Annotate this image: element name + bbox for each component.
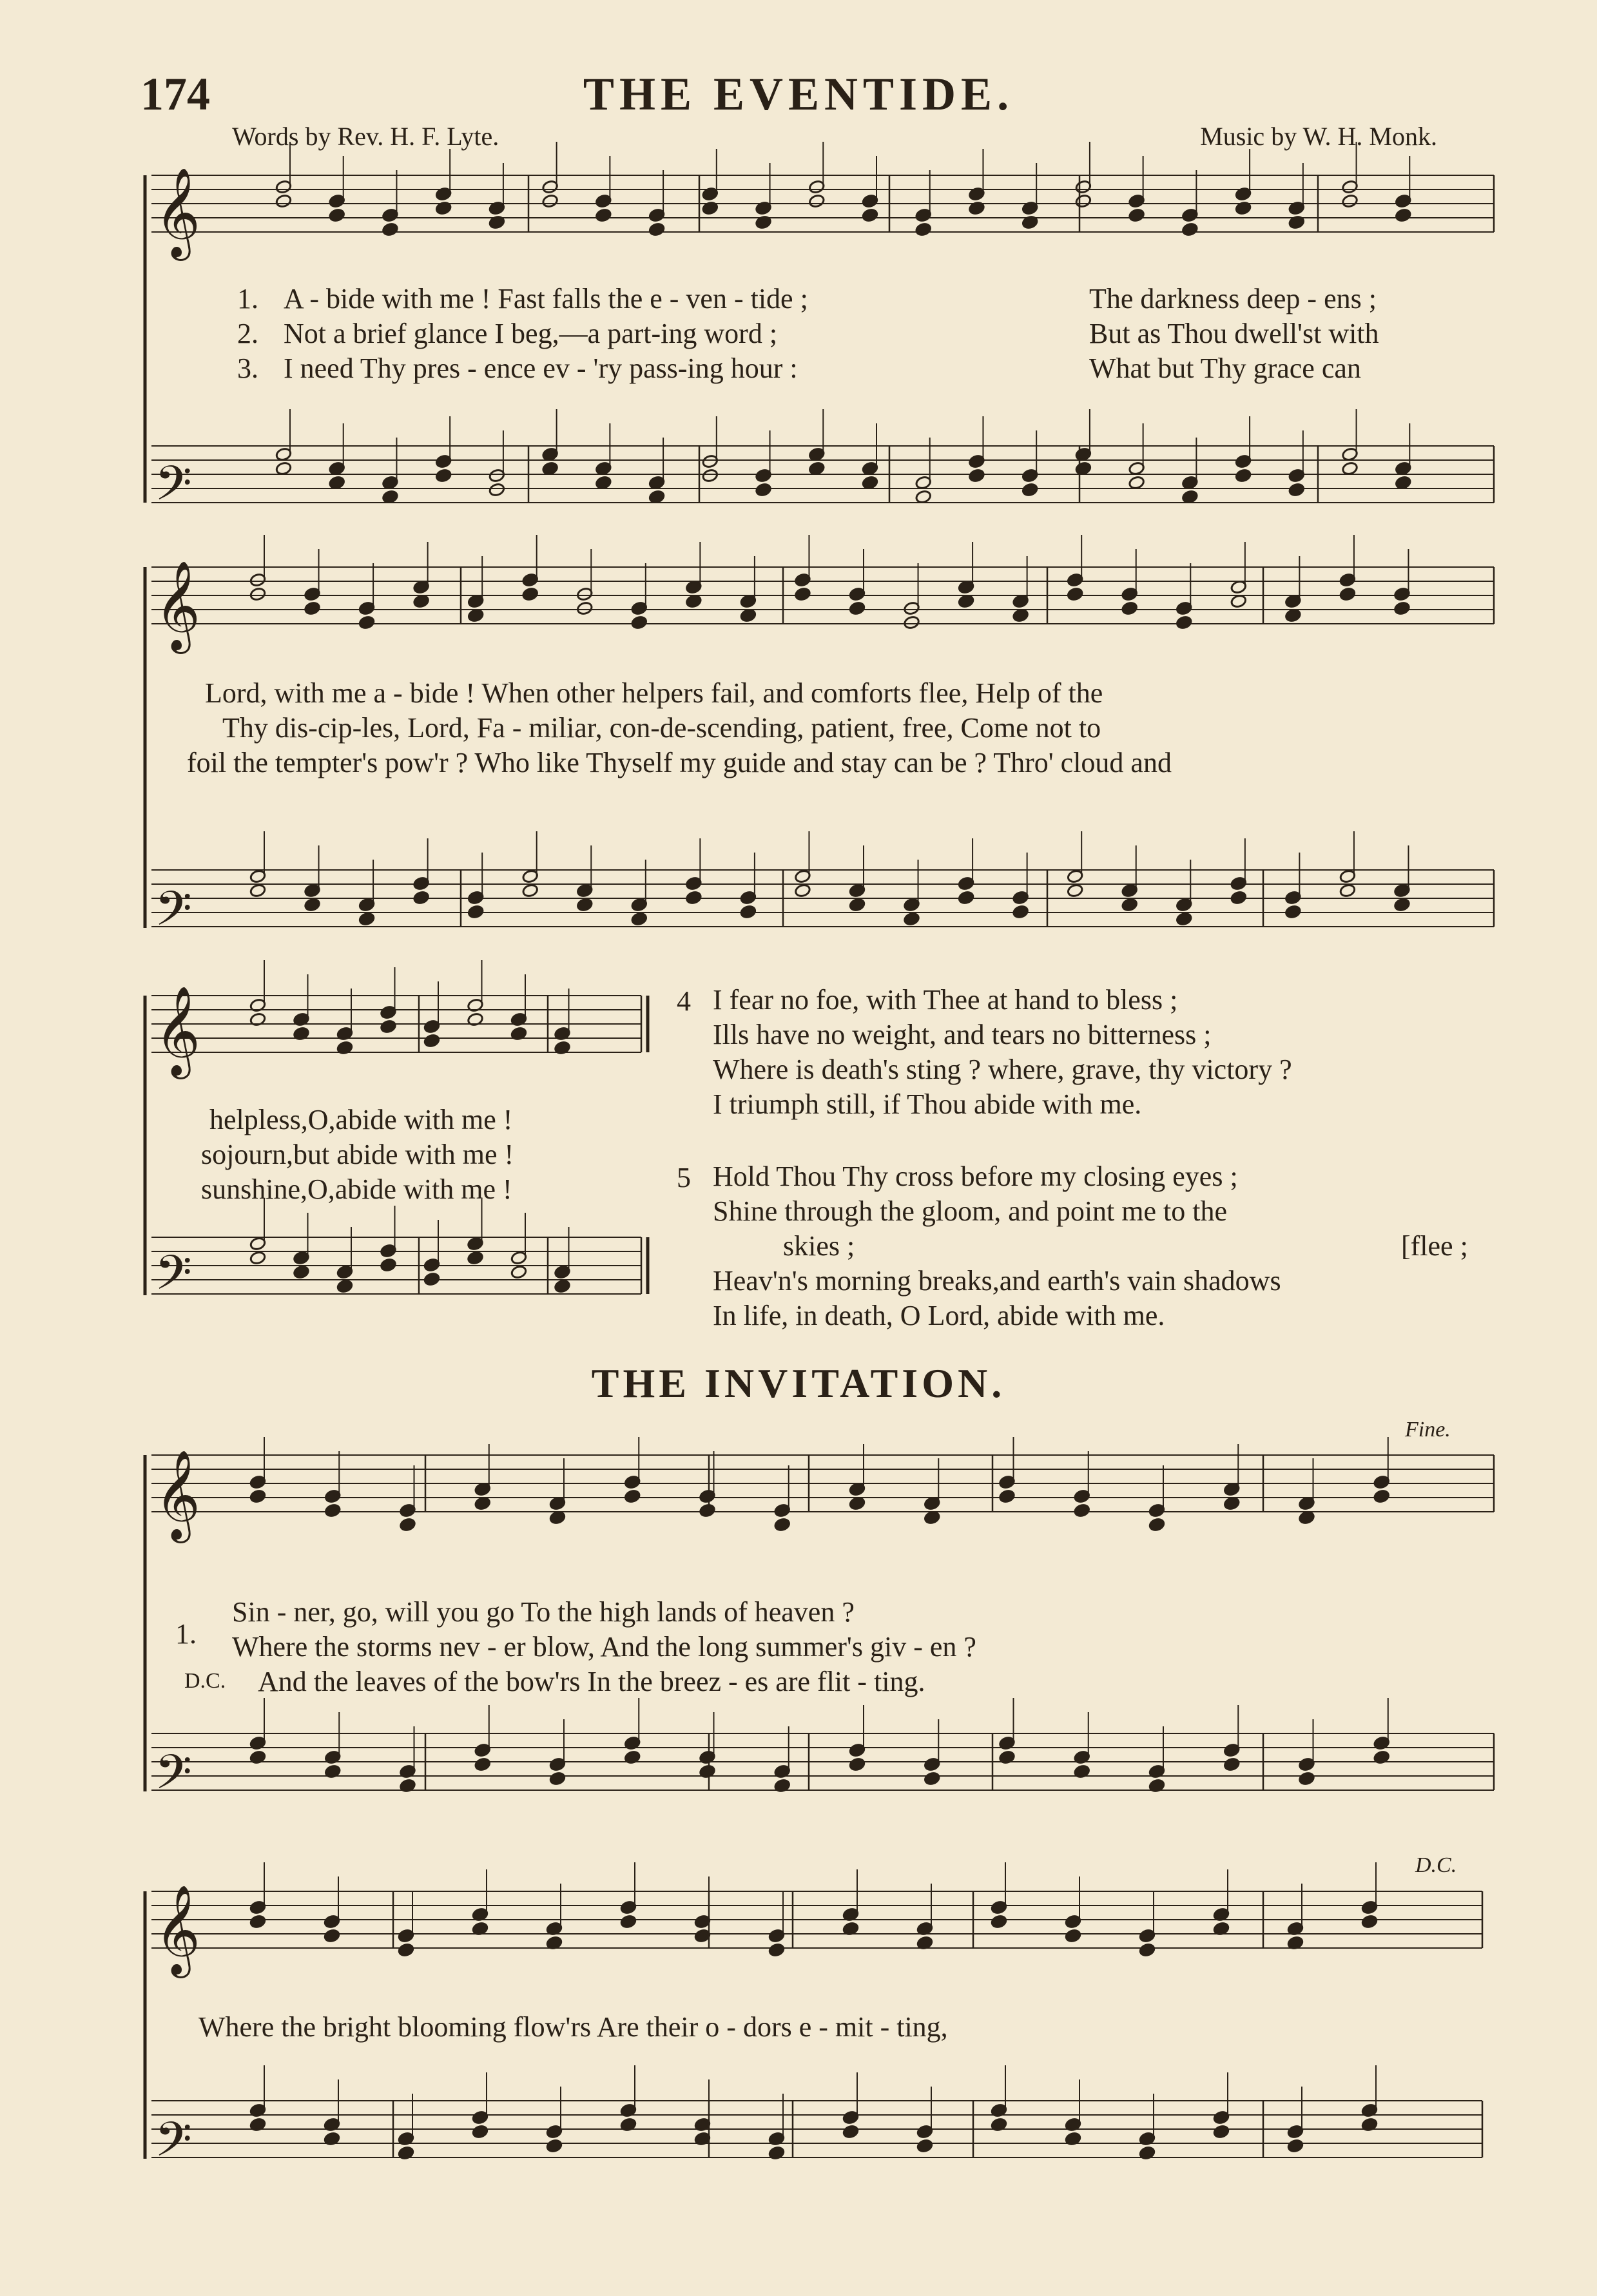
poem-line: In life, in death, O Lord, abide with me.	[713, 1300, 1165, 1331]
note-head	[549, 1771, 566, 1786]
note-head	[998, 1489, 1015, 1504]
note-head	[382, 490, 398, 505]
clef: 𝄢	[155, 1744, 192, 1812]
note-head	[1373, 1489, 1390, 1504]
note-head	[702, 468, 719, 483]
note-head	[398, 1943, 414, 1958]
verse-number: 3.	[237, 352, 258, 384]
note-head	[915, 222, 932, 237]
note-head	[1181, 490, 1198, 505]
note-head	[399, 1518, 416, 1532]
note-head	[329, 476, 345, 490]
note-head	[924, 1510, 940, 1525]
note-head	[358, 615, 375, 630]
note-head	[522, 883, 539, 898]
words-credit: Words by Rev. H. F. Lyte.	[232, 122, 499, 151]
note-head	[862, 208, 878, 223]
note-head	[1284, 905, 1301, 920]
note-head	[685, 891, 702, 905]
fine-mark: Fine.	[1405, 1418, 1451, 1442]
poem-line: skies ;	[783, 1230, 855, 1262]
note-head	[1339, 587, 1356, 602]
note-head	[467, 1251, 483, 1266]
note-head	[382, 222, 398, 237]
note-head	[1121, 898, 1138, 912]
note-head	[808, 461, 825, 476]
note-head	[1287, 2139, 1304, 2154]
note-head	[249, 1251, 266, 1266]
poem-line: I fear no foe, with Thee at hand to bless ;	[713, 984, 1178, 1016]
note-head	[1012, 608, 1029, 623]
note-head	[542, 194, 559, 209]
note-head	[958, 891, 974, 905]
note-head	[1128, 208, 1145, 223]
note-head	[903, 615, 920, 630]
note-head	[275, 194, 292, 209]
note-head	[576, 898, 593, 912]
hymn-title-eventide: THE EVENTIDE.	[583, 68, 1014, 120]
note-head	[474, 1496, 491, 1511]
lyric-line: helpless,O,abide with me !	[209, 1104, 513, 1135]
poem-line: Ills have no weight, and tears no bitterness ;	[713, 1019, 1212, 1050]
note-head	[808, 194, 825, 209]
verse-number: 2.	[237, 318, 258, 349]
note-head	[467, 905, 484, 920]
note-head	[1065, 1929, 1081, 1944]
note-head	[522, 587, 539, 602]
note-head	[304, 898, 320, 912]
note-head	[755, 483, 771, 497]
note-head	[249, 1489, 266, 1504]
page-number: 174	[140, 68, 210, 120]
note-head	[472, 2125, 489, 2139]
poem-line: Heav'n's morning breaks,and earth's vain shadows	[713, 1265, 1281, 1297]
note-head	[768, 1943, 785, 1958]
note-head	[1230, 891, 1247, 905]
note-head	[554, 1279, 570, 1294]
note-head	[324, 1929, 340, 1944]
lyric-line: What but Thy grace can	[1089, 352, 1361, 384]
lyric-line: Where the bright blooming flow'rs Are their o - dors e - mit - ting,	[198, 2011, 948, 2043]
note-head	[1176, 912, 1192, 927]
note-head	[1139, 1943, 1156, 1958]
note-head	[1074, 1503, 1090, 1518]
note-head	[474, 1757, 491, 1772]
note-head	[249, 883, 266, 898]
note-head	[648, 222, 665, 237]
note-head	[774, 1518, 791, 1532]
note-head	[740, 608, 757, 623]
lyric-line: sojourn,but abide with me !	[201, 1139, 514, 1170]
note-head	[620, 1915, 637, 1929]
lyric-line: sunshine,O,abide with me !	[201, 1173, 512, 1205]
note-head	[329, 208, 345, 223]
note-head	[849, 1757, 866, 1772]
lyric-line: Where the storms nev - er blow, And the long summer's giv - en ?	[232, 1631, 976, 1663]
note-head	[991, 1915, 1007, 1929]
clef: 𝄢	[155, 2112, 192, 2179]
note-head	[1121, 601, 1138, 616]
note-head	[336, 1279, 353, 1294]
note-head	[699, 1503, 715, 1518]
poem-line: Where is death's sting ? where, grave, thy victory ?	[713, 1054, 1292, 1085]
note-head	[1361, 1915, 1378, 1929]
poem-line: Shine through the gloom, and point me to the	[713, 1195, 1228, 1227]
clef: 𝄢	[155, 456, 192, 523]
note-head	[631, 615, 648, 630]
note-head	[1235, 468, 1252, 483]
lyric-line: Thy dis-cip-les, Lord, Fa - miliar, con-de-scending, patient, free, Come not to	[222, 712, 1101, 744]
note-head	[1067, 883, 1083, 898]
note-head	[249, 587, 266, 602]
note-head	[631, 912, 648, 927]
lyric-line: And the leaves of the bow'rs In the breez - es are flit - ting.	[258, 1666, 925, 1697]
note-head	[1393, 898, 1410, 912]
clef: 𝄞	[155, 986, 200, 1076]
note-head	[685, 594, 702, 609]
note-head	[1393, 601, 1410, 616]
note-head	[467, 608, 484, 623]
note-head	[958, 594, 974, 609]
note-head	[1181, 222, 1198, 237]
lyric-line: The darkness deep - ens ;	[1089, 283, 1377, 314]
note-head	[1075, 194, 1092, 209]
clef: 𝄞	[155, 1885, 200, 1974]
verse-number: 1.	[175, 1618, 197, 1650]
clef: 𝄞	[155, 1450, 200, 1539]
verse-number: 5	[677, 1162, 691, 1193]
note-head	[1067, 587, 1083, 602]
music-credit: Music by W. H. Monk.	[1200, 122, 1437, 151]
note-head	[1075, 461, 1092, 476]
lyric-line: foil the tempter's pow'r ? Who like Thyself my guide and stay can be ? Thro' cloud and	[187, 747, 1172, 778]
note-head	[546, 2139, 563, 2154]
note-head	[1223, 1757, 1240, 1772]
clef: 𝄞	[155, 168, 200, 257]
note-head	[1223, 1496, 1240, 1511]
note-head	[423, 1034, 440, 1048]
note-head	[1213, 2125, 1230, 2139]
dc-mark: D.C.	[1415, 1853, 1457, 1877]
clef: 𝄢	[155, 1245, 192, 1313]
note-head	[1298, 1771, 1315, 1786]
verse-number: 1.	[237, 283, 258, 314]
verse-number: 4	[677, 985, 691, 1017]
poem-line: [flee ;	[1401, 1230, 1468, 1262]
note-head	[794, 587, 811, 602]
note-head	[915, 490, 932, 505]
note-head	[1148, 1518, 1165, 1532]
note-head	[740, 905, 757, 920]
note-head	[1288, 483, 1305, 497]
note-head	[576, 601, 593, 616]
note-head	[595, 476, 612, 490]
dc-label: D.C.	[184, 1669, 226, 1693]
hymn-title-invitation: THE INVITATION.	[591, 1360, 1006, 1406]
note-head	[924, 1771, 940, 1786]
note-head	[1341, 194, 1358, 209]
note-head	[1021, 483, 1038, 497]
note-head	[1284, 608, 1301, 623]
note-head	[1012, 905, 1029, 920]
note-head	[489, 483, 505, 497]
note-head	[542, 461, 559, 476]
note-head	[324, 1503, 341, 1518]
note-head	[275, 461, 292, 476]
note-head	[413, 891, 430, 905]
note-head	[1395, 208, 1411, 223]
note-head	[413, 594, 430, 609]
lyric-line: Not a brief glance I beg,—a part-ing word ;	[284, 318, 778, 349]
lyric-line: Lord, with me a - bide ! When other helpers fail, and comforts flee, Help of the	[205, 677, 1103, 709]
note-head	[862, 476, 878, 490]
note-head	[293, 1265, 309, 1280]
note-head	[304, 601, 320, 616]
lyric-line: But as Thou dwell'st with	[1089, 318, 1379, 349]
clef: 𝄢	[155, 881, 192, 949]
poem-line: Hold Thou Thy cross before my closing eyes ;	[713, 1161, 1238, 1192]
note-head	[648, 490, 665, 505]
note-head	[903, 912, 920, 927]
lyric-line: A - bide with me ! Fast falls the e - ven - tide ;	[284, 283, 808, 314]
note-head	[595, 208, 612, 223]
note-head	[794, 883, 811, 898]
note-head	[510, 1265, 527, 1280]
note-head	[842, 2125, 859, 2139]
note-head	[849, 1496, 866, 1511]
note-head	[968, 468, 985, 483]
note-head	[1176, 615, 1192, 630]
note-head	[380, 1019, 396, 1034]
lyric-line: Sin - ner, go, will you go To the high lands of heaven ?	[232, 1596, 855, 1628]
note-head	[849, 601, 866, 616]
note-head	[1395, 476, 1411, 490]
note-head	[1341, 461, 1358, 476]
note-head	[549, 1510, 566, 1525]
note-head	[249, 1915, 266, 1929]
note-head	[849, 898, 866, 912]
lyric-line: I need Thy pres - ence ev - 'ry pass-ing hour :	[284, 352, 798, 384]
note-head	[1230, 594, 1247, 609]
note-head	[380, 1258, 396, 1273]
note-head	[423, 1272, 440, 1287]
note-head	[358, 912, 375, 927]
note-head	[624, 1489, 641, 1504]
note-head	[1298, 1510, 1315, 1525]
clef: 𝄞	[155, 561, 200, 650]
note-head	[1128, 476, 1145, 490]
poem-line: I triumph still, if Thou abide with me.	[713, 1088, 1142, 1120]
note-head	[916, 2139, 933, 2154]
note-head	[1339, 883, 1356, 898]
note-head	[435, 468, 452, 483]
